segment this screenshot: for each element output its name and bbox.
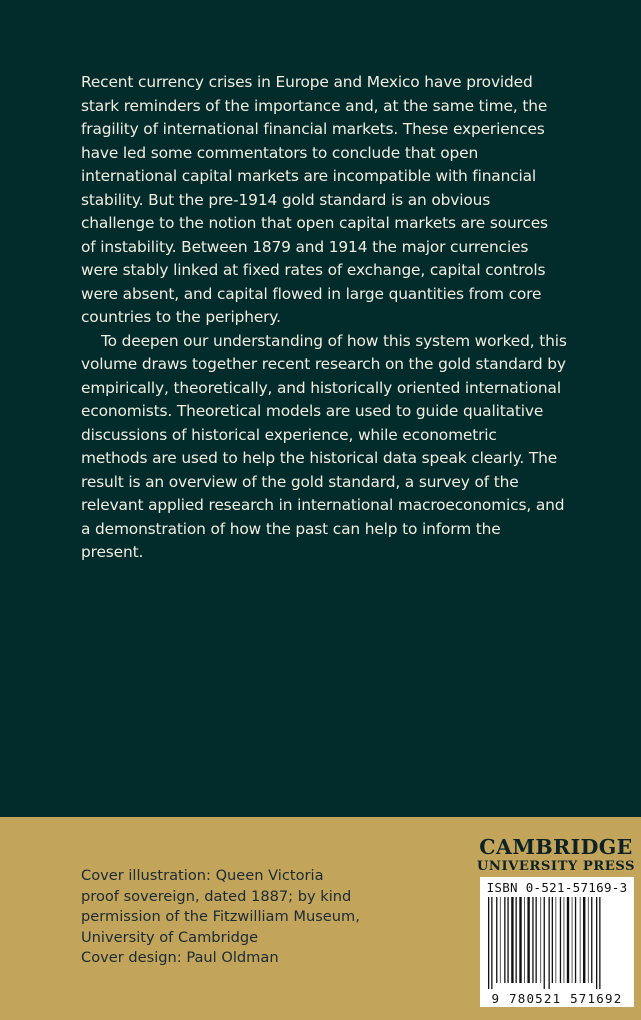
credit-line: Cover illustration: Queen Victoria bbox=[81, 867, 324, 884]
credit-line: proof sovereign, dated 1887; by kind bbox=[81, 887, 352, 905]
book-description bbox=[81, 71, 567, 565]
ean-number: 9 780521 571692 bbox=[491, 991, 623, 1006]
publisher-logo bbox=[473, 835, 639, 875]
description-paragraph-1: Recent currency crises in Europe and Mexico have provided stark reminders of the importance and, at the same time, the fragility of international financial markets. These experiences have led some commentators to conclude that open international capital markets are incompatible with financial stability. But the pre-1914 gold standard is an obvious challenge to the notion that open capital markets are sources of instability. Between 1879 and 1914 the major currencies were stably linked at fixed rates of exchange, capital controls were absent, and capital flowed in large quantities from core countries to the periphery. bbox=[81, 73, 548, 326]
description-paragraph-2: To deepen our understanding of how this system worked, this volume draws together recent research on the gold standard by empirically, theoretically, and historically oriented international economists. Theoretical models are used to guide qualitative discussions of historical experience, while econometric methods are used to help the historical data speak clearly. The result is an overview of the gold standard, a survey of the relevant applied research in international macroeconomics, and a demonstration of how the past can help to inform the present. bbox=[81, 331, 567, 561]
barcode-bars-icon bbox=[486, 897, 628, 989]
credit-line: permission of the Fitzwilliam Museum, bbox=[81, 908, 360, 925]
credit-line: Cover design: Paul Oldman bbox=[81, 949, 279, 966]
barcode bbox=[480, 877, 634, 1007]
cover-credits bbox=[81, 866, 371, 969]
publisher-subtitle: UNIVERSITY PRESS bbox=[476, 859, 636, 874]
publisher-name: CAMBRIDGE bbox=[479, 835, 633, 859]
gold-band bbox=[0, 817, 641, 1020]
isbn-text: ISBN 0-521-57169-3 bbox=[486, 880, 628, 895]
credit-line: University of Cambridge bbox=[81, 928, 259, 946]
